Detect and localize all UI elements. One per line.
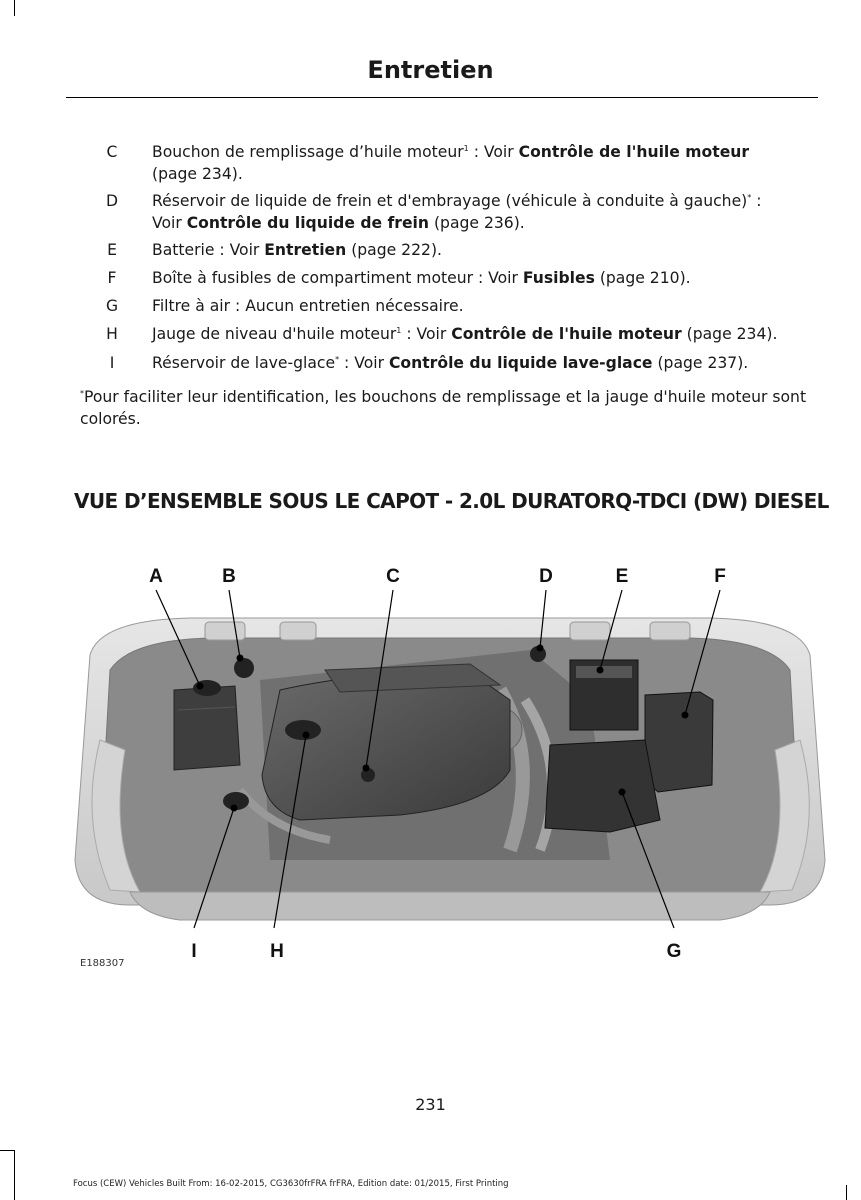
callout-label-f: F [714, 566, 726, 587]
page-number: 231 [415, 1095, 446, 1114]
callout-label-a: A [149, 566, 163, 587]
item-description: Bouchon de remplissage d’huile moteur$^1$ : Voir Contrôle de l'huile moteur (page 234). [152, 143, 750, 183]
item-description: Jauge de niveau d'huile moteur$^1$ : Voir Contrôle de l'huile moteur (page 234). [152, 325, 778, 343]
item-description: Filtre à air : Aucun entretien nécessaire. [152, 297, 464, 315]
link-text[interactable]: Contrôle du liquide lave-glace [388, 354, 653, 372]
link-text[interactable]: Contrôle de l'huile moteur [451, 325, 682, 343]
item-description: Batterie : Voir Entretien (page 222). [152, 241, 442, 259]
fuse-box [645, 692, 713, 792]
image-reference: E188307 [80, 958, 125, 969]
brake-reservoir-cap [234, 658, 254, 678]
item-description: Réservoir de liquide de frein et d'embrayage (véhicule à conduite à gauche)* : Voir Contrôle du liquide de frein (page 236). [152, 192, 762, 232]
crop-mark-bottom-left-h [0, 1150, 15, 1151]
air-filter-box [545, 740, 660, 832]
item-letter: G [105, 297, 119, 315]
callout-label-e: E [615, 566, 629, 587]
item-letter: E [107, 241, 117, 259]
callout-label-c: C [386, 566, 400, 587]
item-letter: C [106, 143, 118, 161]
section-heading: VUE D’ENSEMBLE SOUS LE CAPOT - 2.0L DURATORQ-TDCI (DW) DIESEL [74, 489, 829, 513]
link-text[interactable]: Contrôle de l'huile moteur [518, 143, 750, 161]
crop-mark-bottom-left [14, 1150, 15, 1200]
battery [570, 660, 638, 730]
footer-info: Focus (CEW) Vehicles Built From: 16-02-2015, CG3630frFRA frFRA, Edition date: 01/2015, First Printing [73, 1179, 509, 1189]
item-description: Boîte à fusibles de compartiment moteur : Voir Fusibles (page 210). [152, 269, 691, 287]
link-text[interactable]: Contrôle du liquide de frein [186, 214, 429, 232]
page-title: Entretien [367, 56, 494, 84]
item-description: Réservoir de lave-glace* : Voir Contrôle du liquide lave-glace (page 237). [152, 354, 749, 372]
callout-label-b: B [222, 566, 236, 587]
item-letter: F [107, 269, 117, 287]
crop-mark-top-left [14, 0, 15, 16]
footnote: *Pour faciliter leur identification, les bouchons de remplissage et la jauge d'huile moteur sont colorés. [80, 388, 807, 428]
callout-label-g: G [666, 941, 682, 962]
header-divider [66, 97, 818, 98]
link-text[interactable]: Entretien [264, 241, 347, 259]
engine-cover [262, 664, 510, 820]
link-text[interactable]: Fusibles [522, 269, 595, 287]
engine-bay-diagram [70, 560, 830, 980]
callout-label-d: D [539, 566, 553, 587]
item-letter: H [106, 325, 118, 343]
coolant-reservoir [174, 680, 240, 770]
item-letter: D [105, 192, 118, 210]
callout-label-i: I [191, 941, 197, 962]
item-letter: I [109, 354, 115, 372]
callout-label-h: H [270, 941, 284, 962]
crop-mark-bottom-right [846, 1185, 847, 1200]
